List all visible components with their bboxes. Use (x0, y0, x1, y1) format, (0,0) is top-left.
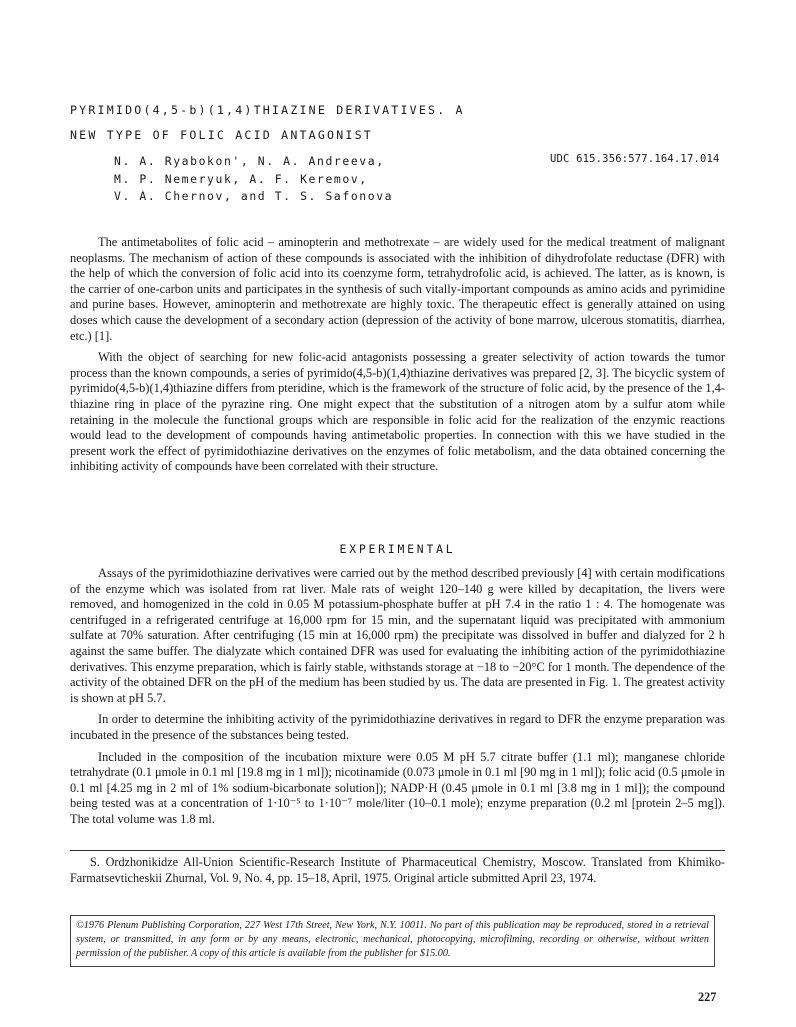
affiliation-text: S. Ordzhonikidze All-Union Scientific-Research Institute of Pharmaceutical Chemistry, Moscow. Translated from Khimiko-Farmatsevticheskii Zhurnal, Vol. 9, No. 4, pp. 15–18, April, 1975. Original article submitted April 23, 1974. (70, 855, 725, 885)
section-heading-experimental: EXPERIMENTAL (339, 542, 456, 556)
footnote-divider (70, 850, 725, 851)
affiliation-footnote (70, 855, 725, 886)
intro-paragraph-1: The antimetabolites of folic acid – aminopterin and methotrexate – are widely used for the medical treatment of malignant neoplasms. The mechanism of action of these compounds is associated with the inhibition of dihydrofolate reductase (DFR) with the help of which the conversion of folic acid into its coenzyme form, tetrahydrofolic acid, is achieved. The latter, as is known, is the carrier of one-carbon units and participates in the synthesis of such vitally-important compounds as amino acids and pyrimidine and purine bases. However, aminopterin and methotrexate are highly toxic. The therapeutic effect is generally attained on using doses which cause the development of a secondary action (depression of the activity of bone marrow, ulcerous stomatitis, diarrhea, etc.) [1]. (70, 235, 725, 343)
experimental-paragraph-3: Included in the composition of the incubation mixture were 0.05 M pH 5.7 citrate buffer (1.1 ml); manganese chloride tetrahydrate (0.1 μmole in 0.1 ml [19.8 mg in 1 ml]); nicotinamide (0.073 μmole in 0.1 ml [90 mg in 1 ml]); folic acid (0.5 μmole in 0.1 ml [4.25 mg in 2 ml of 1% sodium-bicarbonate solution]); NADP·H (0.45 μmole in 0.1 ml [3.8 mg in 1 ml]); the compound being tested was at a concentration of 1·10⁻⁵ to 1·10⁻⁷ mole/liter (10–0.1 mole); enzyme preparation (0.2 ml [protein 2–5 mg]). The total volume was 1.8 ml. (70, 749, 725, 826)
article-title (70, 98, 725, 148)
title-line-2: NEW TYPE OF FOLIC ACID ANTAGONIST (70, 128, 373, 142)
experimental-paragraph-2: In order to determine the inhibiting activity of the pyrimidothiazine derivatives in regard to DFR the enzyme preparation was incubated in the presence of the substances being tested. (70, 712, 725, 742)
author-line-2: M. P. Nemeryuk, A. F. Keremov, (114, 171, 368, 186)
introduction (70, 235, 725, 481)
author-list (114, 153, 393, 206)
author-line-1: N. A. Ryabokon', N. A. Andreeva, (114, 154, 385, 168)
copyright-text: ©1976 Plenum Publishing Corporation, 227 West 17th Street, New York, N.Y. 10011. No part of this publication may be reproduced, stored in a retrieval system, or transmitted, in any form or by any means, electronic, mechanical, photocopying, microfilming, recording or otherwise, without written permission of the publisher. A copy of this article is available from the publisher for $15.00. (76, 920, 709, 959)
author-line-3: V. A. Chernov, and T. S. Safonova (114, 189, 394, 203)
copyright-notice-box (70, 915, 715, 967)
page-number: 227 (698, 990, 717, 1004)
title-line-1: PYRIMIDO(4,5-b)(1,4)THIAZINE DERIVATIVES. A (70, 103, 465, 117)
experimental-paragraph-1: Assays of the pyrimidothiazine derivatives were carried out by the method described previously [4] with certain modifications of the enzyme which was isolated from rat liver. Male rats of weight 120–140 g were killed by decapitation, the livers were removed, and homogenized in the cold in 0.05 M potassium-phosphate buffer at pH 7.4 in the ratio 1 : 4. The homogenate was centrifuged in a refrigerated centrifuge at 16,000 rpm for 15 min, and the supernatant liquid was precipitated with ammonium sulfate at 70% saturation. After centrifuging (15 min at 16,000 rpm) the precipitate was dissolved in buffer and dialyzed for 2 h against the same buffer. The dialyzate which contained DFR was used for evaluating the inhibiting action of the pyrimidothiazine derivatives. This enzyme preparation, which is fairly stable, withstands storage at −18 to −20°C for 1 month. The dependence of the activity of the obtained DFR on the pH of the medium has been studied by us. The data are presented in Fig. 1. The greatest activity is shown at pH 5.7. (70, 566, 725, 705)
intro-paragraph-2: With the object of searching for new folic-acid antagonists possessing a greater selectivity of action towards the tumor process than the known compounds, a series of pyrimido(4,5-b)(1,4)thiazine derivatives was prepared [2, 3]. The bicyclic system of pyrimido(4,5-b)(1,4)thiazine differs from pteridine, which is the framework of the structure of folic acid, by the presence of the 1,4-thiazine ring in place of the pyrazine ring. One might expect that the substitution of a nitrogen atom by a sulfur atom while retaining in the molecule the functional groups which are responsible in folic acid for the realization of the enzymic reactions would lead to the development of compounds having antimetabolic properties. In connection with this we have studied in the present work the effect of pyrimidothiazine derivatives on the enzymes of folic metabolism, and the data obtained concerning the inhibiting activity of compounds have been correlated with their structure. (70, 350, 725, 474)
udc-code: UDC 615.356:577.164.17.014 (550, 153, 720, 165)
experimental-section (70, 566, 725, 834)
